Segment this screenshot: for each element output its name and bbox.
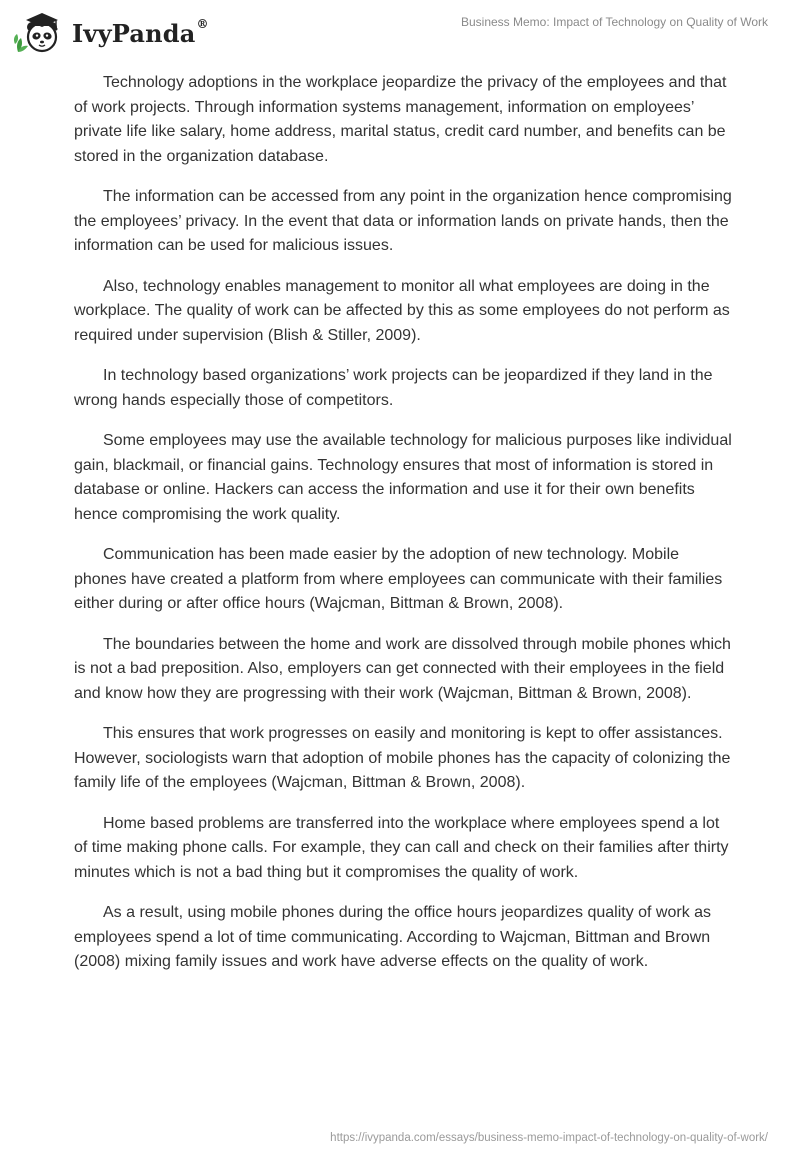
paragraph: This ensures that work progresses on easily and monitoring is kept to offer assistances. However, sociologists warn that adoption of mobile phones has the capacity of colonizing the family life of the employees (Wajcman, Bittman & Brown, 2008). bbox=[74, 725, 731, 791]
page-header bbox=[0, 0, 800, 62]
paragraph: The boundaries between the home and work are dissolved through mobile phones which is not a bad preposition. Also, employers can get connected with their employees in the field and know how they are progressing with their work (Wajcman, Bittman & Brown, 2008). bbox=[74, 635, 731, 702]
document-title: Business Memo: Impact of Technology on Quality of Work bbox=[460, 15, 768, 29]
paragraph: Some employees may use the available technology for malicious purposes like individual gain, blackmail, or financial gains. Technology ensures that most of information is stored in database or online. Hackers can access the information and use it for their own benefits hence compromising the work quality. bbox=[74, 432, 732, 523]
paragraph: As a result, using mobile phones during the office hours jeopardizes quality of work as employees spend a lot of time communicating. According to Wajcman, Bittman and Brown (2008) mixing family issues and work have adverse effects on the quality of work. bbox=[74, 904, 712, 970]
paragraph: Home based problems are transferred into the workplace where employees spend a lot of time making phone calls. For example, they can call and check on their families after thirty minutes which is not a bad thing but it compromises the quality of work. bbox=[74, 814, 729, 881]
paragraph: The information can be accessed from any point in the organization hence compromising the employees’ privacy. In the event that data or information lands on private hands, then the information can be used for malicious issues. bbox=[74, 188, 732, 254]
brand-name bbox=[72, 16, 209, 48]
ivypanda-logo[interactable] bbox=[12, 8, 209, 56]
paragraph: Technology adoptions in the workplace jeopardize the privacy of the employees and that of work projects. Through information systems management, information on employees’ private life like salary, home address, marital status, credit card number, and benefits can be stored in the organization database. bbox=[74, 74, 727, 165]
registered-mark: ® bbox=[196, 16, 209, 31]
paragraph: In technology based organizations’ work projects can be jeopardized if they land in the wrong hands especially those of competitors. bbox=[74, 367, 713, 409]
panda-graduate-icon bbox=[12, 8, 68, 56]
paragraph: Communication has been made easier by the adoption of new technology. Mobile phones have created a platform from where employees can communicate with their families either during or after office hours (Wajcman, Bittman & Brown, 2008). bbox=[74, 546, 723, 612]
brand-text: IvyPanda bbox=[72, 18, 196, 48]
paragraph: Also, technology enables management to monitor all what employees are doing in the workplace. The quality of work can be affected by this as some employees do not perform as required under supervision (Blish & Stiller, 2009). bbox=[74, 277, 730, 344]
essay-body bbox=[74, 71, 734, 991]
source-url-link[interactable]: https://ivypanda.com/essays/business-memo-impact-of-technology-on-quality-of-work/ bbox=[330, 1132, 768, 1144]
